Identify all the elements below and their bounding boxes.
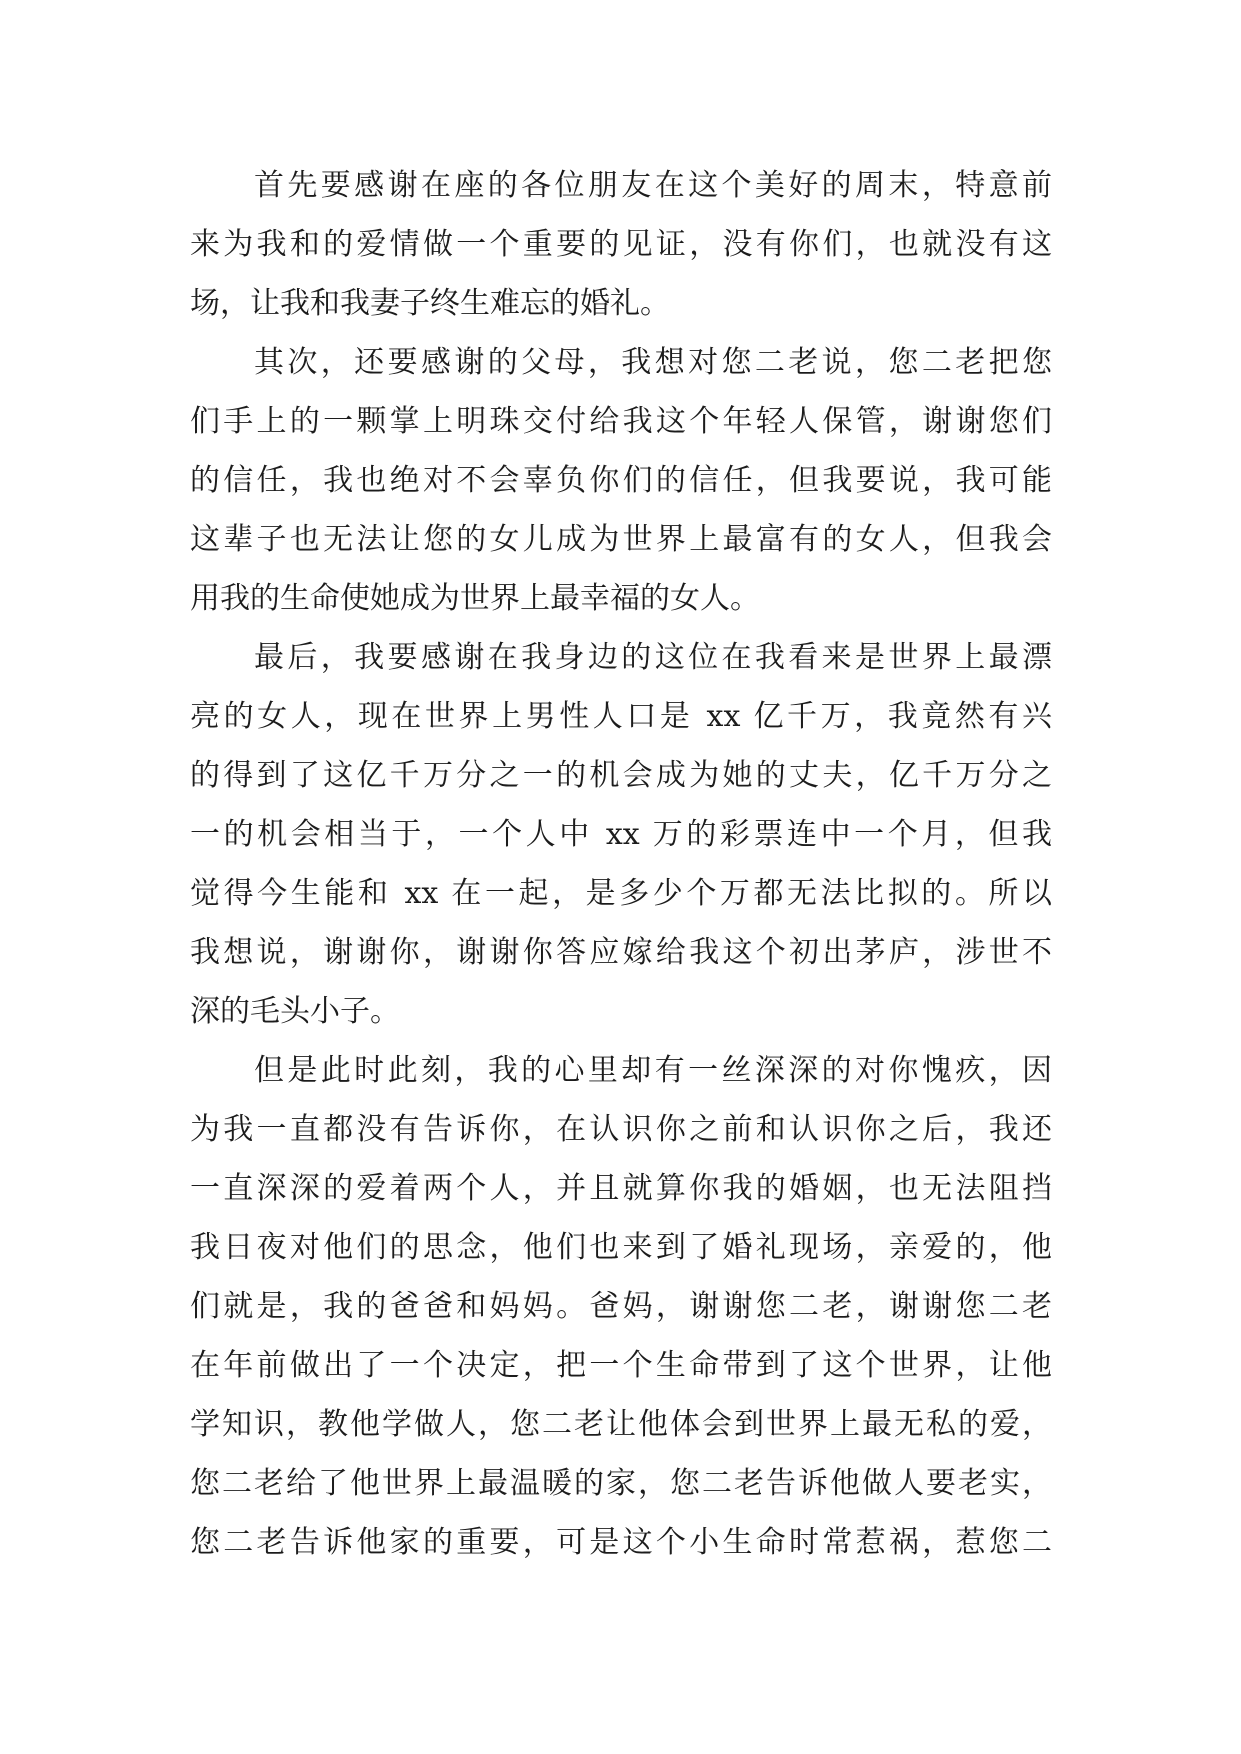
paragraph-1-line-3: 场，让我和我妻子终生难忘的婚礼。 bbox=[190, 286, 670, 321]
paragraph-2-line-1: 其次，还要感谢的父母，我想对您二老说，您二老把您 bbox=[254, 345, 1052, 380]
paragraph-4-line-3: 一直深深的爱着两个人，并且就算你我的婚姻，也无法阻挡 bbox=[190, 1171, 1052, 1206]
paragraph-4-line-2: 为我一直都没有告诉你，在认识你之前和认识你之后，我还 bbox=[190, 1112, 1052, 1147]
paragraph-2-line-2: 们手上的一颗掌上明珠交付给我这个年轻人保管，谢谢您们 bbox=[190, 404, 1052, 439]
speech-body bbox=[190, 156, 1052, 1572]
paragraph-1-line-1: 首先要感谢在座的各位朋友在这个美好的周末，特意前 bbox=[254, 168, 1052, 203]
paragraph-1-line-2: 来为我和的爱情做一个重要的见证，没有你们，也就没有这 bbox=[190, 227, 1052, 262]
paragraph-3-line-1: 最后，我要感谢在我身边的这位在我看来是世界上最漂 bbox=[254, 640, 1052, 675]
paragraph-3-line-3: 的得到了这亿千万分之一的机会成为她的丈夫，亿千万分之 bbox=[190, 758, 1052, 793]
paragraph-4-line-5: 们就是，我的爸爸和妈妈。爸妈，谢谢您二老，谢谢您二老 bbox=[190, 1289, 1052, 1324]
paragraph-4-line-6: 在年前做出了一个决定，把一个生命带到了这个世界，让他 bbox=[190, 1348, 1052, 1383]
paragraph-3-line-7: 深的毛头小子。 bbox=[190, 994, 400, 1029]
paragraph-2-line-3: 的信任，我也绝对不会辜负你们的信任，但我要说，我可能 bbox=[190, 463, 1052, 498]
paragraph-2-line-5: 用我的生命使她成为世界上最幸福的女人。 bbox=[190, 581, 760, 616]
paragraph-4-line-4: 我日夜对他们的思念，他们也来到了婚礼现场，亲爱的，他 bbox=[190, 1230, 1052, 1265]
paragraph-4-line-9: 您二老告诉他家的重要，可是这个小生命时常惹祸，惹您二 bbox=[190, 1525, 1052, 1560]
paragraph-3-line-2: 亮的女人，现在世界上男性人口是 xx 亿千万，我竟然有兴 bbox=[190, 699, 1052, 734]
paragraph-3-line-5: 觉得今生能和 xx 在一起，是多少个万都无法比拟的。所以 bbox=[190, 876, 1052, 911]
paragraph-4-line-8: 您二老给了他世界上最温暖的家，您二老告诉他做人要老实， bbox=[190, 1466, 1052, 1501]
paragraph-2-line-4: 这辈子也无法让您的女儿成为世界上最富有的女人，但我会 bbox=[190, 522, 1052, 557]
paragraph-3-line-4: 一的机会相当于，一个人中 xx 万的彩票连中一个月，但我 bbox=[190, 817, 1052, 852]
paragraph-4-line-7: 学知识，教他学做人，您二老让他体会到世界上最无私的爱， bbox=[190, 1407, 1052, 1442]
paragraph-4-line-1: 但是此时此刻，我的心里却有一丝深深的对你愧疚，因 bbox=[254, 1053, 1052, 1088]
paragraph-3-line-6: 我想说，谢谢你，谢谢你答应嫁给我这个初出茅庐，涉世不 bbox=[190, 935, 1052, 970]
